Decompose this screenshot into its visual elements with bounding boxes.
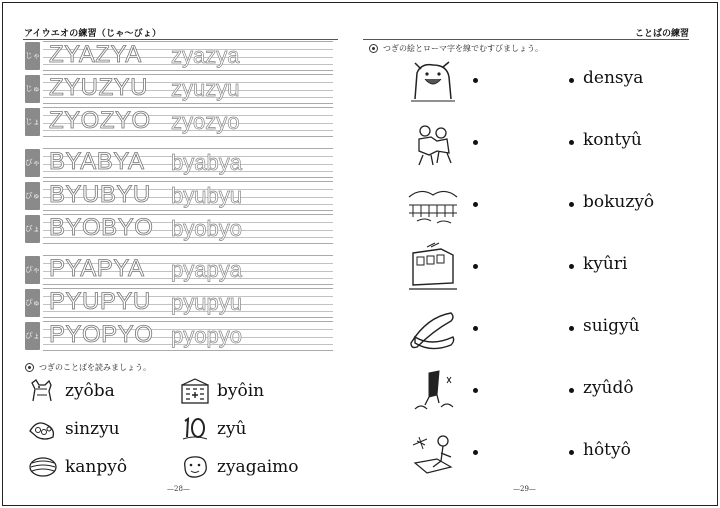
trace-lines[interactable]	[43, 181, 333, 211]
matching-instruction-text: つぎの絵とローマ字を線でむすびましょう。	[383, 44, 543, 53]
sword-icon	[407, 369, 459, 415]
right-page	[355, 3, 719, 505]
cucumber-icon	[407, 307, 459, 353]
match-dot-left[interactable]	[473, 202, 478, 207]
wrestlers-icon	[407, 121, 459, 167]
train-icon	[407, 245, 459, 291]
word-text: sinzyu	[65, 419, 120, 439]
word-item	[27, 415, 120, 443]
trace-uppercase: BYOBYO	[49, 214, 154, 241]
trace-lowercase: pyupyu	[171, 290, 242, 315]
kana-label: ぴゅ	[25, 289, 40, 317]
bullet-icon	[25, 363, 34, 372]
header-rule	[363, 39, 689, 40]
trace-uppercase: BYABYA	[49, 148, 145, 175]
word-item	[27, 453, 127, 481]
gourd-strips-icon	[27, 453, 59, 481]
trace-row	[25, 214, 337, 244]
trace-uppercase: ZYUZYU	[49, 74, 148, 101]
match-row	[355, 369, 719, 415]
trace-uppercase: ZYOZYO	[49, 107, 151, 134]
trace-lowercase: zyazya	[171, 43, 240, 68]
mosquito-icon	[407, 431, 459, 477]
word-text: kanpyô	[65, 457, 128, 477]
potato-icon	[179, 453, 211, 481]
horse-icon	[27, 377, 59, 405]
number-ten-icon	[179, 415, 211, 443]
trace-lines[interactable]	[43, 321, 333, 351]
workbook-spread	[2, 2, 718, 506]
trace-row	[25, 74, 337, 104]
header-rule	[23, 39, 338, 40]
match-dot-left[interactable]	[473, 140, 478, 145]
trace-lowercase: zyuzyu	[171, 76, 240, 101]
match-word: kyûri	[583, 254, 628, 274]
match-dot-left[interactable]	[473, 78, 478, 83]
kana-label: じょ	[25, 108, 40, 136]
trace-lowercase: pyapya	[171, 257, 242, 282]
word-text: byôin	[217, 381, 265, 401]
word-item	[179, 377, 264, 405]
match-dot-right[interactable]	[569, 388, 574, 393]
match-dot-right[interactable]	[569, 326, 574, 331]
page-number: —28—	[167, 485, 190, 493]
trace-row	[25, 288, 337, 318]
kana-label: ぴゃ	[25, 256, 40, 284]
word-text: zyû	[217, 419, 247, 439]
reading-instruction-text: つぎのことばを読みましょう。	[39, 363, 151, 372]
trace-row	[25, 255, 337, 285]
cow-icon	[407, 59, 459, 105]
pearl-icon	[27, 415, 59, 443]
match-dot-left[interactable]	[473, 450, 478, 455]
trace-lines[interactable]	[43, 107, 333, 137]
trace-row	[25, 148, 337, 178]
trace-uppercase: PYOPYO	[49, 321, 154, 348]
trace-row	[25, 107, 337, 137]
word-item	[179, 453, 299, 481]
match-word: zyûdô	[583, 378, 634, 398]
trace-lines[interactable]	[43, 288, 333, 318]
match-row	[355, 307, 719, 353]
match-row	[355, 431, 719, 477]
ranch-icon	[407, 183, 459, 229]
kana-label: びゅ	[25, 182, 40, 210]
word-item	[179, 415, 247, 443]
trace-lowercase: byobyo	[171, 216, 242, 241]
match-word: hôtyô	[583, 440, 631, 460]
match-row	[355, 245, 719, 291]
trace-lines[interactable]	[43, 148, 333, 178]
kana-label: ぴょ	[25, 322, 40, 350]
trace-lines[interactable]	[43, 255, 333, 285]
trace-lines[interactable]	[43, 41, 333, 71]
match-word: densya	[583, 68, 644, 88]
trace-row	[25, 181, 337, 211]
page-number: —29—	[513, 485, 536, 493]
left-page-header: アイウエオの練習（じゃ〜びょ）	[24, 29, 162, 39]
trace-lines[interactable]	[43, 214, 333, 244]
match-dot-left[interactable]	[473, 264, 478, 269]
match-dot-right[interactable]	[569, 140, 574, 145]
hospital-icon	[179, 377, 211, 405]
match-word: kontyû	[583, 130, 642, 150]
match-dot-right[interactable]	[569, 264, 574, 269]
match-dot-left[interactable]	[473, 326, 478, 331]
kana-label: びょ	[25, 215, 40, 243]
word-text: zyôba	[65, 381, 115, 401]
match-dot-right[interactable]	[569, 450, 574, 455]
match-dot-right[interactable]	[569, 78, 574, 83]
right-page-header: ことばの練習	[634, 29, 689, 39]
match-dot-left[interactable]	[473, 388, 478, 393]
word-item	[27, 377, 115, 405]
match-row	[355, 183, 719, 229]
trace-lowercase: zyozyo	[171, 109, 240, 134]
trace-row	[25, 41, 337, 71]
trace-uppercase: PYUPYU	[49, 288, 151, 315]
trace-uppercase: ZYAZYA	[49, 41, 142, 68]
kana-label: じゃ	[25, 42, 40, 70]
word-text: zyagaimo	[217, 457, 299, 477]
trace-lowercase: pyopyo	[171, 323, 242, 348]
match-word: suigyû	[583, 316, 640, 336]
reading-instruction	[25, 362, 151, 373]
trace-lowercase: byubyu	[171, 183, 242, 208]
kana-label: じゅ	[25, 75, 40, 103]
match-row	[355, 121, 719, 167]
trace-lowercase: byabya	[171, 150, 242, 175]
match-word: bokuzyô	[583, 192, 655, 212]
trace-uppercase: PYAPYA	[49, 255, 145, 282]
left-page	[3, 3, 355, 505]
trace-lines[interactable]	[43, 74, 333, 104]
bullet-icon	[369, 44, 378, 53]
trace-uppercase: BYUBYU	[49, 181, 151, 208]
match-row	[355, 59, 719, 105]
matching-instruction	[369, 43, 543, 54]
kana-label: びゃ	[25, 149, 40, 177]
match-dot-right[interactable]	[569, 202, 574, 207]
trace-row	[25, 321, 337, 351]
